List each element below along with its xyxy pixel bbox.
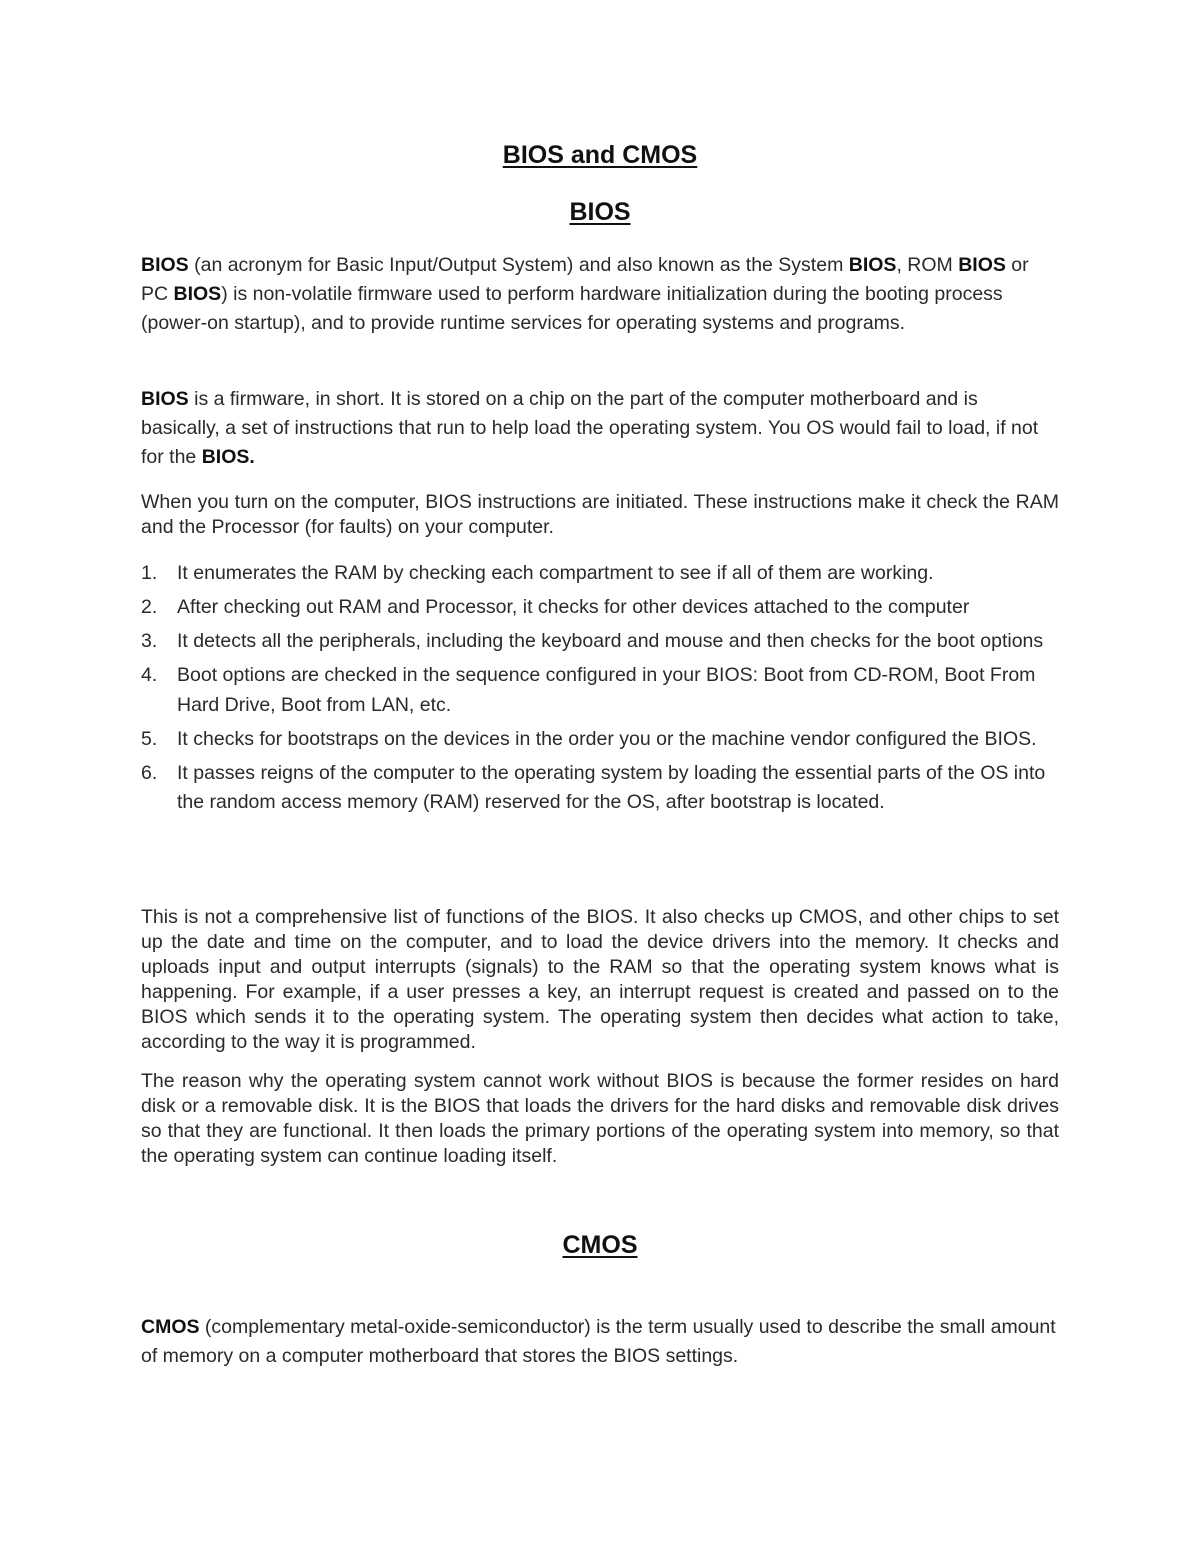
bold-term: BIOS (848, 254, 897, 276)
paragraph-bios-functions: This is not a comprehensive list of functions of the BIOS. It also checks up CMOS, and other chips to set up the date and time on the computer, and to load the device drivers into the memory. It checks and uploads input and output interrupts (signals) to the RAM so that the operating system knows what is happening. For example, if a user presses a key, an interrupt request is created and passed on to the BIOS which sends it to the operating system. The operating system then decides what action to take, according to the way it is programmed. (141, 906, 1059, 1053)
paragraph-text: (an acronym for Basic Input/Output System) and also known as the System (188, 254, 849, 276)
document-title: BIOS and CMOS (502, 141, 698, 169)
list-item-text: It passes reigns of the computer to the operating system by loading the essential parts of the OS into the random access memory (RAM) reserved for the OS, after bootstrap is located. (177, 761, 1046, 813)
list-item (141, 759, 1066, 818)
paragraph-text: or PC (141, 254, 1029, 305)
paragraph-bios-firmware (141, 385, 1059, 472)
list-item-text: It detects all the peripherals, including the keyboard and mouse and then checks for the boot options (177, 630, 1044, 652)
paragraph-bios-startup: When you turn on the computer, BIOS instructions are initiated. These instructions make it check the RAM and the Processor (for faults) on your computer. (141, 491, 1059, 538)
bios-steps-list (141, 559, 1066, 822)
paragraph-bios-definition (141, 251, 1059, 338)
list-item (141, 593, 1066, 623)
list-item (141, 627, 1066, 657)
paragraph-text: (complementary metal-oxide-semiconductor) is the term usually used to describe the small amount of memory on a computer motherboard that stores the BIOS settings. (141, 1316, 1056, 1367)
list-number: 1. (141, 562, 158, 584)
section-heading-cmos: CMOS (562, 1231, 638, 1259)
list-number: 5. (141, 727, 158, 750)
list-item (141, 661, 1066, 720)
list-number: 6. (141, 761, 158, 784)
list-item-text: Boot options are checked in the sequence configured in your BIOS: Boot from CD-ROM, Boot From Hard Drive, Boot from LAN, etc. (177, 664, 1036, 716)
list-item-text: It checks for bootstraps on the devices in the order you or the machine vendor configured the BIOS. (177, 727, 1037, 750)
paragraph-bios-reason: The reason why the operating system cannot work without BIOS is because the former resides on hard disk or a removable disk. It is the BIOS that loads the drivers for the hard disks and removable disk drives so that they are functional. It then loads the primary portions of the operating system into memory, so that the operating system can continue loading itself. (141, 1070, 1059, 1167)
bold-term: BIOS (141, 254, 189, 276)
section-heading-bios: BIOS (569, 198, 631, 226)
paragraph-text: is a firmware, in short. It is stored on a chip on the part of the computer motherboard and is basically, a set of instructions that run to help load the operating system. You OS would fail to load, if not for the (141, 388, 1039, 468)
list-number: 3. (141, 630, 158, 652)
bold-term: BIOS (173, 283, 222, 305)
list-item-text: It enumerates the RAM by checking each compartment to see if all of them are working. (177, 562, 934, 584)
bold-term: BIOS. (201, 446, 255, 468)
list-item-text: After checking out RAM and Processor, it checks for other devices attached to the computer (177, 596, 970, 618)
paragraph-text: ) is non-volatile firmware used to perform hardware initialization during the booting process (power-on startup), and to provide runtime services for operating systems and programs. (141, 283, 1003, 334)
bold-term: CMOS (141, 1316, 200, 1338)
list-number: 2. (141, 596, 158, 618)
list-item (141, 559, 1066, 589)
list-item (141, 725, 1066, 755)
bold-term: BIOS (958, 254, 1006, 276)
list-number: 4. (141, 664, 158, 686)
bold-term: BIOS (141, 388, 189, 410)
paragraph-cmos-definition (141, 1313, 1059, 1371)
paragraph-text: , ROM (896, 254, 959, 276)
